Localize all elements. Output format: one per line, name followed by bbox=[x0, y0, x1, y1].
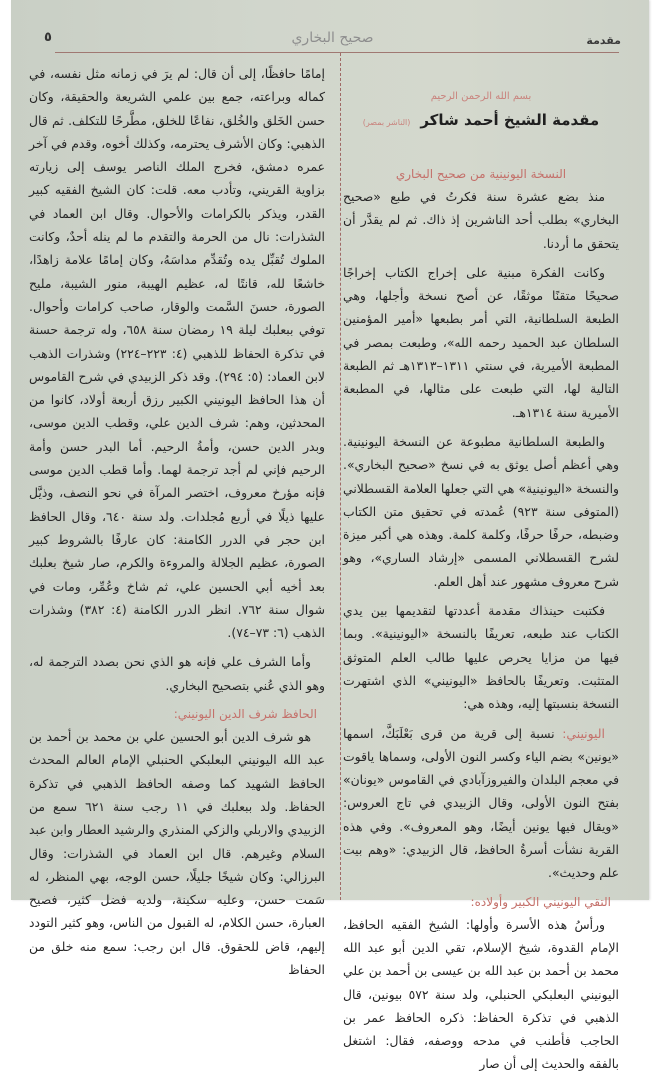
running-header bbox=[44, 30, 621, 52]
subheading-taqi-yunini: التقي اليونيني الكبير وأولاده: bbox=[470, 894, 611, 909]
page-number: ٥ bbox=[44, 30, 52, 45]
left-column bbox=[29, 62, 325, 987]
paragraph: وأما الشرف علي فإنه هو الذي نحن بصدد الترجمة له، وهو الذي عُني بتصحيح البخاري. bbox=[29, 654, 325, 693]
right-column bbox=[343, 62, 619, 1082]
paragraph-yunini-definition bbox=[343, 722, 619, 885]
book-page bbox=[11, 0, 649, 1072]
paragraph: ورأسُ هذه الأسرة وأولها: الشيخ الفقيه الحافظ، الإمام القدوة، شيخ الإسلام، تقي الدين أبو عبد الله محمد بن أحمد بن عبد الله بن عيسى بن أحمد بن علي اليونيني البعلبكي الحنبلي، ولد سنة ٥٧٢ بيونين، قال الذهبي في تذكرة الحفاظ: ذكره الحافظ عمر بن الحاجب فأطنب في مدحه ووصفه، فقال: اشتغل بالفقه والحديث إلى أن صار bbox=[343, 916, 619, 1072]
definition-text: نسبة إلى قرية من قرى بَعْلَبَكَّ، اسمها «يونين» بضم الياء وكسر النون الأولى، وسماها ياقوت في معجم البلدان والفيروزآبادي في القاموس «يونان» بفتح النون الأولى، وقال الزبيدي في تاج العروس: «ويقال فيها يونين أيضًا، وهو المعروف». وفي هذه القرية نشأت أسرةُ الحافظ، قال الزبيدي: «وهم بيت علم وحديث». bbox=[343, 725, 619, 881]
book-title: صحيح البخاري bbox=[291, 30, 374, 46]
paragraph: وكانت الفكرة مبنية على إخراج الكتاب إخراجًا صحيحًا متقنًا موثقًا، عن أصح نسخة وأجلها، وهي الطبعة السلطانية، التي أمر بطبعها «أمير المؤمنين السلطان عبد الحميد رحمه الله»، وطبعت بمصر في المطبعة الأميرية، في سنتي ١٣١١–١٣١٣هـ ثم الطبعة التالية لها، التي طبعت على مثالها، في المطبعة الأميرية سنة ١٣١٤هـ. bbox=[343, 264, 619, 420]
paragraph: هو شرف الدين أبو الحسين علي بن محمد بن أحمد بن عبد الله اليونيني البعلبكي الحنبلي الإمام العالم المحدث الحافظ الشهيد كما وصفه الحافظ الذهبي في تذكرة الحفاظ. ولد ببعلبك في ١١ رجب سنة ٦٢١ سمع من الزبيدي والاربلي والزكي المنذري والرشيد العطار وابن عبد السلام وغيرهم. قال ابن العماد في الشذرات: وقال البرزالي: وكان شيخًا جليلًا، حسن الوجه، بهي المنظر، له سَمت حسن، وعليه سكينة، ولديه فضل كثير، فصيح العبارة، حسن الكلام، له القبول من الناس، وهو كثير التودد إليهم، قاض للحقوق. قال ابن رجب: سمع منه خلق من الحفاظ bbox=[29, 729, 325, 977]
chapter-title-block bbox=[343, 108, 619, 135]
chapter-title: مقدمة الشيخ أحمد شاكر bbox=[420, 111, 600, 129]
subheading-sharaf-yunini: الحافظ شرف الدين اليونيني: bbox=[173, 707, 317, 722]
section-name: مقدمة bbox=[586, 34, 621, 47]
paragraph: إمامًا حافظًا، إلى أن قال: لم يرَ في زمانه مثل نفسه، في كماله وبراعته، جمع بين علمي الشريعة والحقيقة، وكان حسن الخَلق والخُلق، نفاعًا للخلق، مطَّرحًا للتكلف. ثم قال الذهبي: وكان الأشرف يحترمه، وكذلك أخوه، وقدم في آخر عمره دمشق، فخرج الملك الناصر يوسف إلى زيارته بزاوية القريني، وتأدب معه. قلت: كان الشيخ الفقيه كبير القدر، ويذكر بالكرامات والأحوال. وقال ابن العماد في الشذرات: نال من الحرمة والتقدم ما لم ينله أحدٌ، وكانت الملوك تُقبِّل يده وتُقدِّم مداسَهُ، وكان إمامًا علامة زاهدًا، خاشعًا لله، قانتًا له، عظيم الهيبة، منور الشيبة، مليح الصورة، حسنَ السَّمت والوقار، صاحب كرامات وأحوال. توفي ببعلبك ليلة ١٩ رمضان سنة ٦٥٨، وله ترجمة حسنة في تذكرة الحفاظ للذهبي (٤: ٢٢٣–٢٢٤) وشذرات الذهب لابن العماد: (٥: ٢٩٤). وقد ذكر الزبيدي في شرح القاموس أن هذا الحافظ اليونيني الكبير رزق أربعة أولاد، كانوا من المحدثين، وهم: شرف الدين علي، وقطب الدين موسى، وبدر الدين حسن، وأمةُ الرحيم. أما البدر حسن وأمة الرحيم فإني لم أجد ترجمة لهما. وأما قطب الدين موسى فإنه مؤرخ معروف، اختصر المرآة في نحو النصف، وذيَّل عليها ذيلًا في أربع مُجلدات. ولد سنة ٦٤٠، وقال الحافظ ابن حجر في الدرر الكامنة: كان عارفًا بالشروط كبير الصورة، عظيم الجلالة والمروءة والكرم، صار شيخ بعلبك بعد أخيه أبي الحسين علي، ثم شاخ وعُمِّر، ومات في شوال سنة ٧٦٢. انظر الدرر الكامنة (٤: ٣٨٢) وشذرات الذهب (٦: ٧٣–٧٤). bbox=[29, 66, 325, 641]
title-note: (الناشر بمصر) bbox=[362, 118, 411, 127]
term-yunini: اليونيني: bbox=[562, 725, 605, 741]
basmala-ornament: بسم الله الرحمن الرحيم bbox=[430, 91, 532, 102]
paragraph: فكتبت حينذاك مقدمة أعددتها لتقديمها بين يدي الكتاب عند طبعه، تعريفًا بالنسخة «اليونينية». وبما فيها من مزايا يحرص عليها طالب العلم المتوثق المتثبت. وتعريفًا بالحافظ «اليونيني» الذي اشتهرت النسخة بنسبتها إليه، وهذه هي: bbox=[343, 603, 619, 712]
subheading-yunini-copy: النسخة اليونينية من صحيح البخاري bbox=[395, 167, 567, 181]
paragraph: منذ بضع عشرة سنة فكرتُ في طبع «صحيح البخاري» بطلب أحد الناشرين إذ ذاك. ثم لم يقدَّر أن يتحقق ما أردنا. bbox=[343, 189, 619, 251]
paragraph: والطبعة السلطانية مطبوعة عن النسخة اليونينية. وهي أعظم أصل يوثق به في نسخ «صحيح البخاري». والنسخة «اليونينية» هي التي جعلها العلامة القسطلاني (المتوفى سنة ٩٢٣) عُمدته في تحقيق متن الكتاب وضبطه، حرفًا حرفًا، وكلمة كلمة. وهذه هي أكبر ميزة لشرح القسطلاني المسمى «إرشاد الساري»، وهو شرح معروف مشهور عند أهل العلم. bbox=[343, 433, 620, 589]
header-rule bbox=[55, 52, 619, 53]
column-divider bbox=[340, 53, 341, 900]
